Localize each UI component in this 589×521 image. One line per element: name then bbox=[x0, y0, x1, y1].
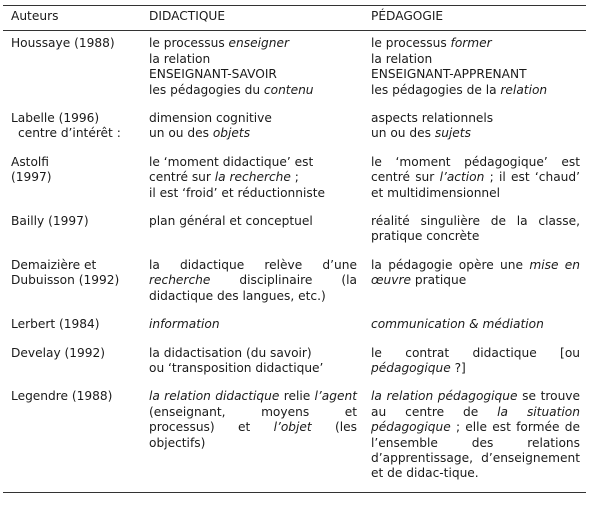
italic-term: objets bbox=[212, 126, 251, 141]
table-row bbox=[3, 209, 586, 253]
author-line: Labelle (1996) bbox=[11, 111, 100, 126]
italic-term: l’objet bbox=[273, 420, 312, 435]
author-line: Astolfi bbox=[11, 154, 49, 169]
cell-text-line: un ou des sujets bbox=[371, 126, 471, 141]
author-line: (1997) bbox=[11, 170, 52, 185]
cell-text-line: la relation didactique relie l’agent (enseignant, moyens et processus) et l’objet (les objectifs) bbox=[149, 389, 358, 450]
comparison-table bbox=[3, 5, 586, 493]
italic-term: information bbox=[149, 317, 220, 332]
table-row bbox=[3, 253, 586, 312]
table-row bbox=[3, 31, 586, 106]
pedagogie-cell bbox=[363, 312, 586, 340]
pedagogie-cell bbox=[363, 209, 586, 253]
didactique-cell bbox=[141, 209, 363, 253]
pedagogie-cell bbox=[363, 150, 586, 209]
author-cell bbox=[3, 106, 141, 150]
didactique-cell bbox=[141, 384, 363, 492]
cell-text-line: les pédagogies du contenu bbox=[149, 82, 314, 97]
author-cell bbox=[3, 312, 141, 340]
cell-text-line bbox=[371, 317, 580, 332]
italic-term: mise en œuvre bbox=[371, 257, 581, 288]
header-pedagogie: PÉDAGOGIE bbox=[363, 6, 586, 31]
table-row bbox=[3, 341, 586, 385]
didactique-cell bbox=[141, 341, 363, 385]
author-line: Bailly (1997) bbox=[11, 214, 89, 229]
italic-term: la relation didactique bbox=[149, 389, 280, 404]
cell-text-line: la didactisation (du savoir) bbox=[149, 345, 312, 360]
cell-text-line: les pédagogies de la relation bbox=[371, 82, 548, 97]
italic-term: pédagogique bbox=[371, 360, 451, 375]
italic-term: enseigner bbox=[228, 36, 289, 51]
header-auteurs: Auteurs bbox=[3, 6, 141, 31]
didactique-cell bbox=[141, 31, 363, 106]
italic-term: la relation pédagogique bbox=[371, 389, 518, 404]
italic-term: communication & médiation bbox=[371, 317, 544, 332]
cell-text-line: il est ‘froid’ et réductionniste bbox=[149, 185, 326, 200]
author-line: Lerbert (1984) bbox=[11, 317, 100, 332]
author-line: Demaizière et bbox=[11, 257, 97, 272]
italic-term: la situation pédagogique bbox=[371, 404, 580, 435]
author-line: Legendre (1988) bbox=[11, 389, 113, 404]
cell-text-line: aspects relationnels bbox=[371, 111, 494, 126]
table-row bbox=[3, 384, 586, 492]
didactique-cell bbox=[141, 253, 363, 312]
italic-term: relation bbox=[500, 82, 548, 97]
italic-term: contenu bbox=[263, 82, 314, 97]
table-header-row bbox=[3, 6, 586, 31]
cell-text-line: la relation pédagogique se trouve au centre de la situation pédagogique ; elle est formée de l’ensemble des relations d’apprentissage, d’enseignement et de didac-tique. bbox=[371, 389, 581, 481]
cell-text-line: le processus former bbox=[371, 36, 492, 51]
cell-text-line: centré sur la recherche ; bbox=[149, 170, 299, 185]
pedagogie-cell bbox=[363, 384, 586, 492]
cell-text-line: la didactique relève d’une recherche disciplinaire (la didactique des langues, etc.) bbox=[149, 257, 357, 303]
header-didactique: DIDACTIQUE bbox=[141, 6, 363, 31]
didactique-cell bbox=[141, 312, 363, 340]
pedagogie-cell bbox=[363, 253, 586, 312]
author-cell bbox=[3, 253, 141, 312]
didactique-cell bbox=[141, 150, 363, 209]
author-line: centre d’intérêt : bbox=[18, 126, 121, 141]
cell-text-line: ENSEIGNANT-SAVOIR bbox=[149, 67, 277, 82]
italic-term: l’action bbox=[439, 170, 485, 185]
cell-text-line: le contrat didactique [ou pédagogique ?] bbox=[371, 345, 580, 375]
table-row bbox=[3, 312, 586, 340]
author-cell bbox=[3, 209, 141, 253]
cell-text-line: le processus enseigner bbox=[149, 36, 289, 51]
italic-term: recherche bbox=[149, 273, 211, 288]
italic-term: l’agent bbox=[314, 389, 358, 404]
cell-text-line: la relation bbox=[371, 51, 433, 66]
author-line: Dubuisson (1992) bbox=[11, 273, 120, 288]
author-line: Houssaye (1988) bbox=[11, 36, 115, 51]
author-cell bbox=[3, 150, 141, 209]
cell-text-line: le ‘moment didactique’ est bbox=[149, 154, 314, 169]
cell-text-line: plan général et conceptuel bbox=[149, 214, 313, 229]
author-line: Develay (1992) bbox=[11, 345, 106, 360]
cell-text-line: la relation bbox=[149, 51, 211, 66]
didactique-cell bbox=[141, 106, 363, 150]
cell-text-line bbox=[149, 317, 357, 332]
cell-text-line: le ‘moment pédagogique’ est centré sur l’action ; il est ‘chaud’ et multidimensionnel bbox=[371, 154, 580, 200]
italic-term: la recherche bbox=[214, 170, 291, 185]
cell-text-line: ENSEIGNANT-APPRENANT bbox=[371, 67, 527, 82]
italic-term: former bbox=[450, 36, 492, 51]
author-cell bbox=[3, 341, 141, 385]
cell-text-line: réalité singulière de la classe, pratique concrète bbox=[371, 214, 580, 244]
italic-term: sujets bbox=[434, 126, 471, 141]
cell-text-line: la pédagogie opère une mise en œuvre pratique bbox=[371, 257, 581, 288]
pedagogie-cell bbox=[363, 31, 586, 106]
cell-text-line: dimension cognitive bbox=[149, 111, 272, 126]
author-cell bbox=[3, 384, 141, 492]
table-row bbox=[3, 106, 586, 150]
table-row bbox=[3, 150, 586, 209]
cell-text-line: un ou des objets bbox=[149, 126, 251, 141]
pedagogie-cell bbox=[363, 106, 586, 150]
cell-text-line: ou ‘transposition didactique’ bbox=[149, 360, 324, 375]
pedagogie-cell bbox=[363, 341, 586, 385]
author-cell bbox=[3, 31, 141, 106]
